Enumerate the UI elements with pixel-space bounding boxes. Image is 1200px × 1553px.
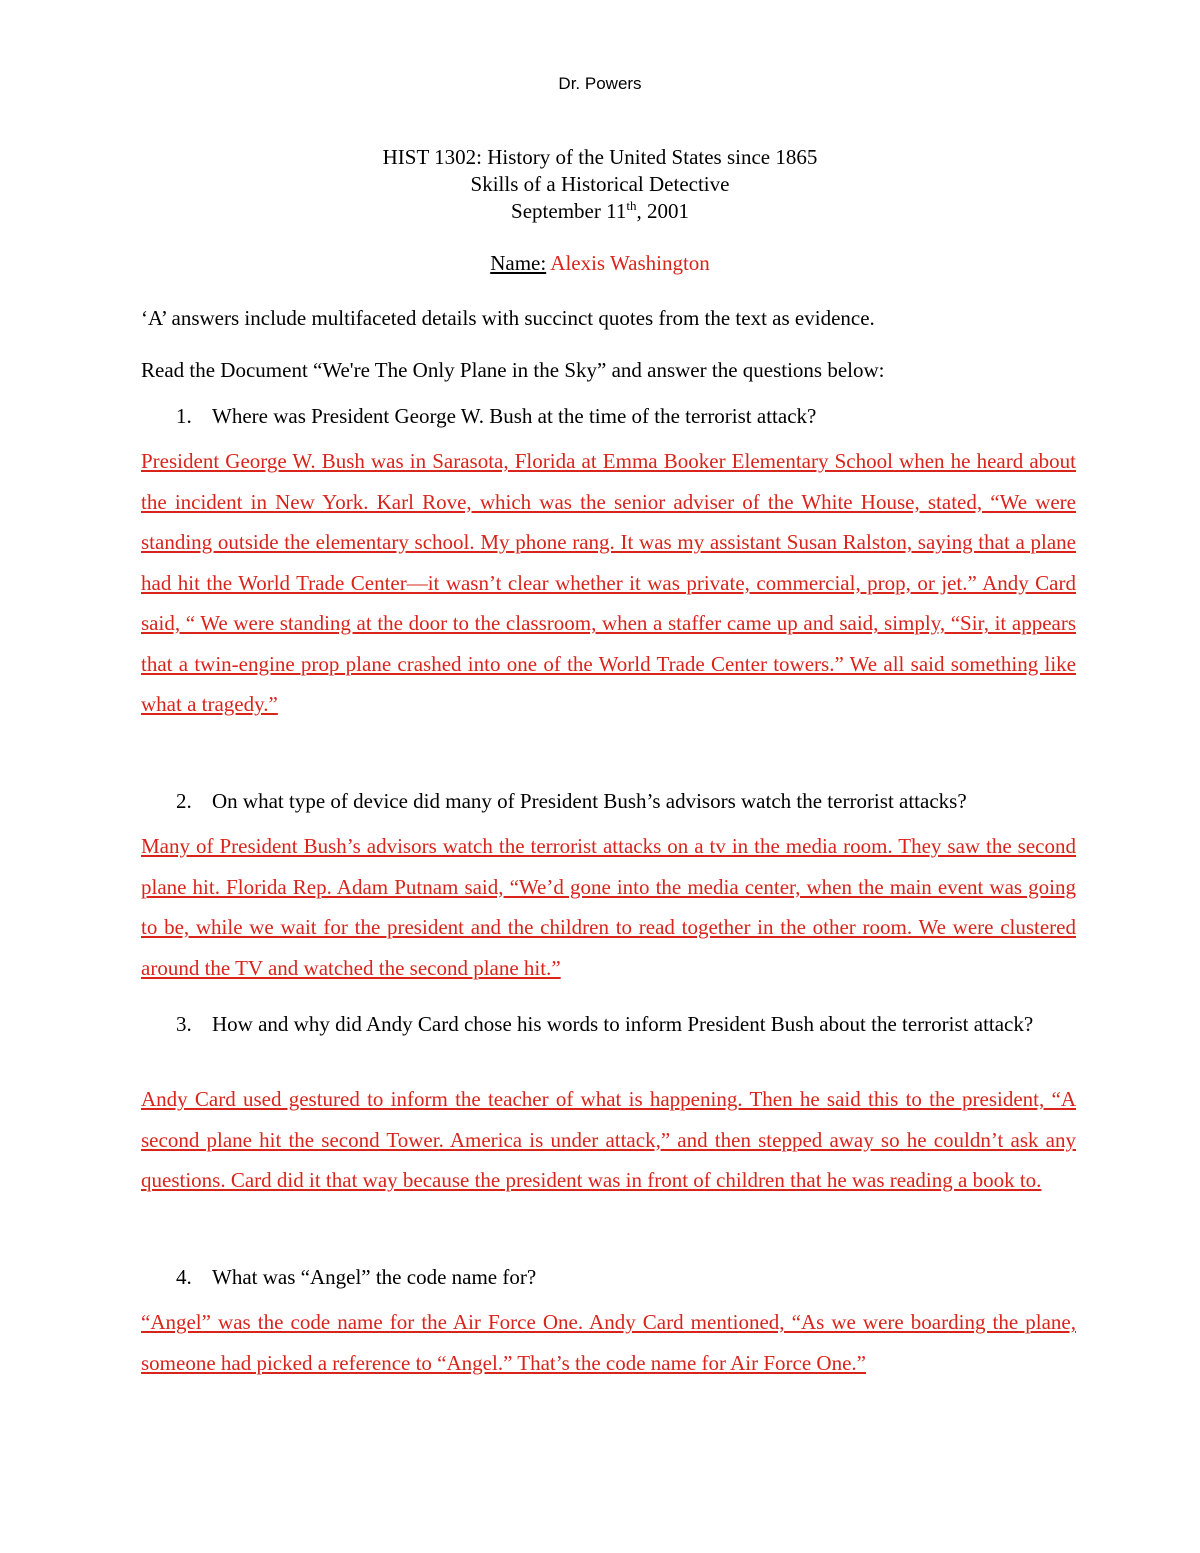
question-number: 4. (176, 1265, 192, 1289)
student-name-line (0, 251, 1200, 276)
student-name: Alexis Washington (550, 251, 710, 275)
question-number: 2. (176, 789, 192, 813)
topic-prefix: September 11 (511, 199, 627, 223)
topic-title (0, 198, 1200, 225)
grading-note: ‘A’ answers include multifaceted details with succinct quotes from the text as evidence. (141, 306, 875, 330)
title-block (0, 144, 1200, 225)
question-text: What was “Angel” the code name for? (212, 1265, 537, 1289)
name-label: Name: (490, 251, 547, 275)
reading-prompt: Read the Document “We're The Only Plane in the Sky” and answer the questions below: (141, 358, 885, 382)
question-3 (176, 1010, 1036, 1039)
question-2 (176, 787, 1036, 816)
question-1 (176, 402, 1036, 431)
question-number: 1. (176, 404, 192, 428)
instructor-header: Dr. Powers (558, 74, 642, 93)
answer-2: Many of President Bush’s advisors watch the terrorist attacks on a tv in the media room. They saw the second plane hit. Florida Rep. Adam Putnam said, “We’d gone into the media center, when the main event was going to be, while we wait for the president and the children to read together in the other room. We were clustered around the TV and watched the second plane hit.” (141, 834, 1076, 980)
answer-3: Andy Card used gestured to inform the teacher of what is happening. Then he said this to the president, “A second plane hit the second Tower. America is under attack,” and then stepped away so he couldn’t ask any questions. Card did it that way because the president was in front of children that he was reading a book to. (141, 1087, 1076, 1192)
topic-superscript: th (626, 198, 637, 213)
topic-suffix: , 2001 (636, 199, 689, 223)
assignment-title: Skills of a Historical Detective (470, 172, 730, 196)
course-title: HIST 1302: History of the United States since 1865 (382, 145, 818, 169)
question-4 (176, 1263, 1036, 1292)
answer-4: “Angel” was the code name for the Air Force One. Andy Card mentioned, “As we were boarding the plane, someone had picked a reference to “Angel.” That’s the code name for Air Force One.” (141, 1310, 1076, 1375)
question-number: 3. (176, 1012, 192, 1036)
question-text: On what type of device did many of President Bush’s advisors watch the terrorist attacks? (212, 789, 967, 813)
question-text: How and why did Andy Card chose his words to inform President Bush about the terrorist attack? (212, 1012, 1034, 1036)
question-text: Where was President George W. Bush at the time of the terrorist attack? (212, 404, 817, 428)
answer-1: President George W. Bush was in Sarasota, Florida at Emma Booker Elementary School when he heard about the incident in New York. Karl Rove, which was the senior adviser of the White House, stated, “We were standing outside the elementary school. My phone rang. It was my assistant Susan Ralston, saying that a plane had hit the World Trade Center—it wasn’t clear whether it was private, commercial, prop, or jet.” Andy Card said, “ We were standing at the door to the classroom, when a staffer came up and said, simply, “Sir, it appears that a twin-engine prop plane crashed into one of the World Trade Center towers.” We all said something like what a tragedy.” (141, 449, 1076, 716)
